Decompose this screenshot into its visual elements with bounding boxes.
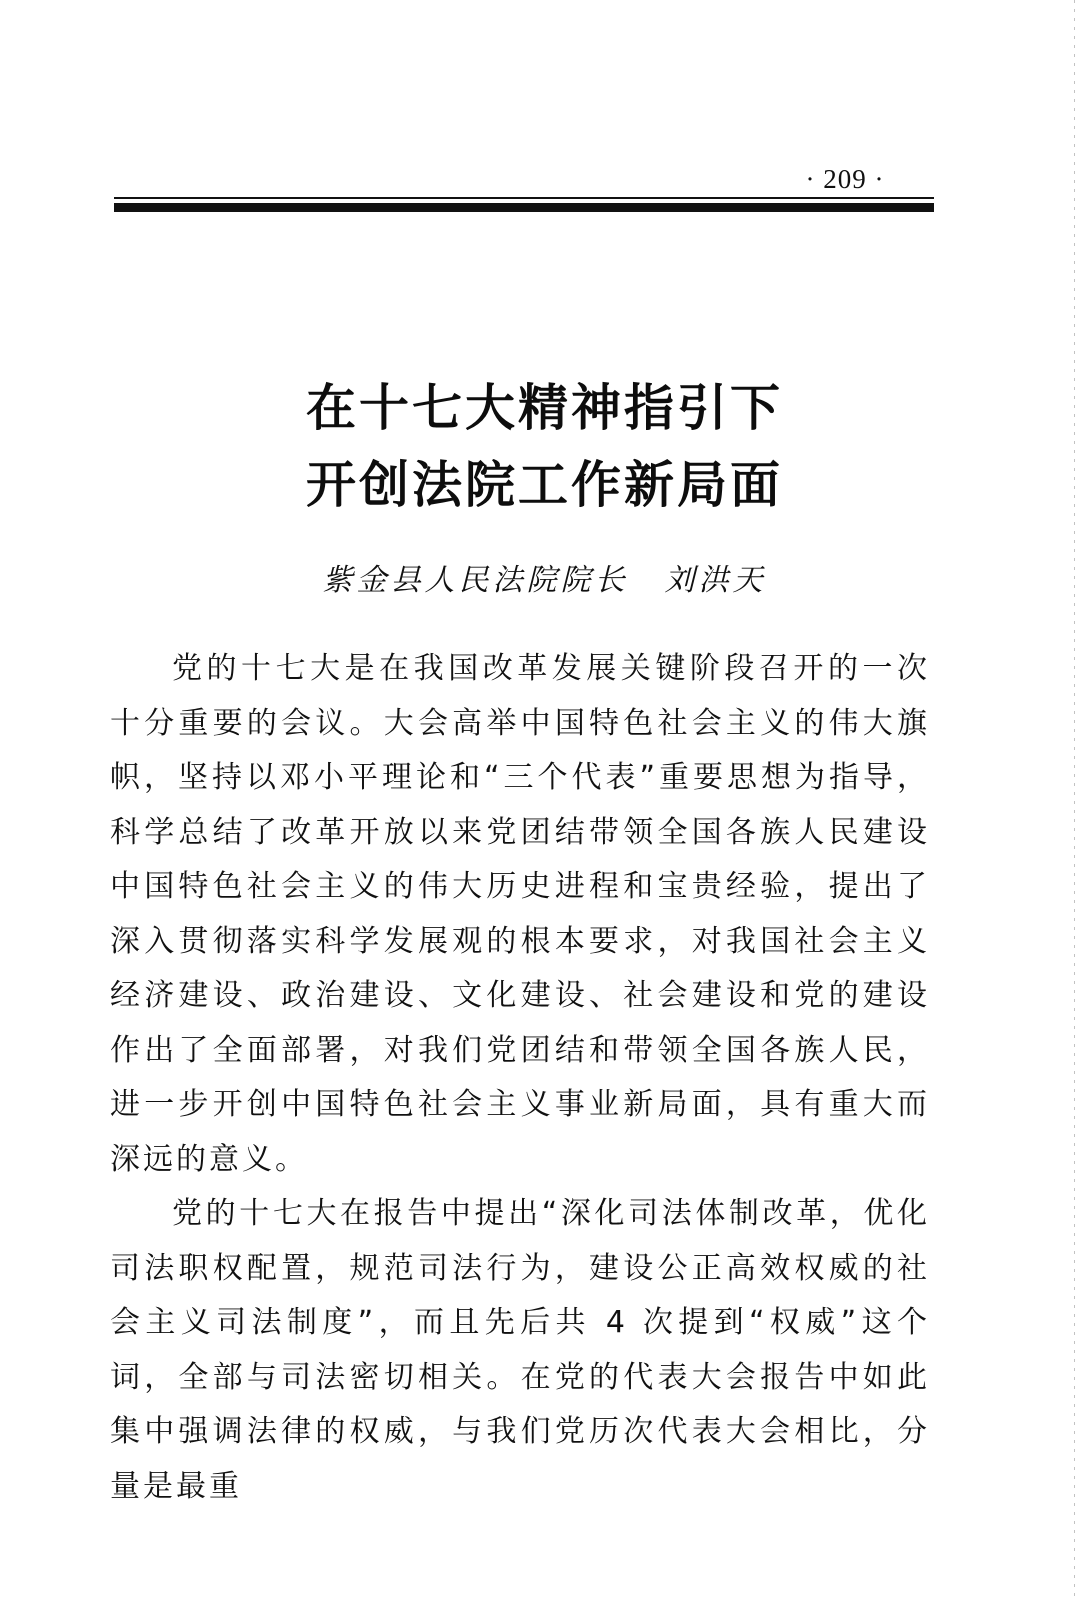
article-title-line-1: 在十七大精神指引下	[306, 379, 783, 437]
paragraph-1: 党的十七大是在我国改革发展关键阶段召开的一次十分重要的会议。大会高举中国特色社会主义的伟大旗帜，坚持以邓小平理论和“三个代表”重要思想为指导，科学总结了改革开放以来党团结带领全国各族人民建设中国特色社会主义的伟大历史进程和宝贵经验，提出了深入贯彻落实科学发展观的根本要求，对我国社会主义经济建设、政治建设、文化建设、社会建设和党的建设作出了全面部署，对我们党团结和带领全国各族人民，进一步开创中国特色社会主义事业新局面，具有重大而深远的意义。	[110, 651, 930, 1177]
paragraph-2: 党的十七大在报告中提出“深化司法体制改革，优化司法职权配置，规范司法行为，建设公正高效权威的社会主义司法制度”，而且先后共 4 次提到“权威”这个词，全部与司法密切相关。在党的代表大会报告中如此集中强调法律的权威，与我们党历次代表大会相比，分量是最重	[110, 1196, 930, 1504]
scan-edge-mark	[1074, 0, 1075, 1600]
page-number: · 209 ·	[805, 164, 885, 194]
article-body	[110, 642, 930, 1514]
byline	[0, 555, 1089, 599]
header-rule-thick	[114, 203, 934, 212]
author-name: 刘洪天	[664, 563, 767, 598]
header-rule-thin	[114, 197, 934, 199]
author-affiliation: 紫金县人民法院院长	[322, 563, 629, 598]
article-title-line-2: 开创法院工作新局面	[306, 456, 783, 514]
